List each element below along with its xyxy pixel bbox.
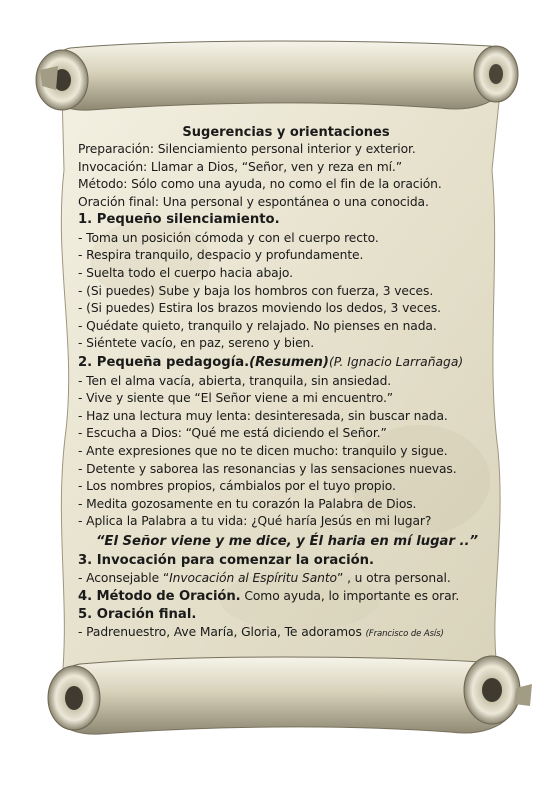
- list-item: - Detente y saborea las resonancias y las sensaciones nuevas.: [78, 461, 457, 476]
- list-item: - Escucha a Dios: “Qué me está diciendo el Señor.”: [78, 426, 387, 441]
- section-4-text: Como ayuda, lo importante es orar.: [240, 588, 460, 603]
- section-3-heading: 3. Invocación para comenzar la oración.: [78, 552, 375, 568]
- section-2-heading-italic: (Resumen): [249, 355, 329, 371]
- section-3-suffix: ” , u otra personal.: [336, 571, 451, 586]
- section-5-credit: (Francisco de Asís): [365, 629, 444, 640]
- list-item: - Haz una lectura muy lenta: desinteresada, sin buscar nada.: [78, 408, 448, 423]
- section-5-text: - Padrenuestro, Ave María, Gloria, Te adoramos: [78, 625, 366, 640]
- section-2-heading-text: 2. Pequeña pedagogía.: [78, 355, 250, 371]
- list-item: - Ten el alma vacía, abierta, tranquila, sin ansiedad.: [78, 373, 392, 388]
- section-2-author: (P. Ignacio Larrañaga): [328, 355, 464, 370]
- list-item: - Quédate quieto, tranquilo y relajado. No pienses en nada.: [78, 318, 437, 333]
- list-item: - Aplica la Palabra a tu vida: ¿Qué haría Jesús en mi lugar?: [78, 514, 432, 529]
- intro-line: Preparación: Silenciamiento personal interior y exterior.: [78, 142, 416, 156]
- scroll-text: [78, 124, 488, 644]
- list-item: - (Si puedes) Sube y baja los hombros con fuerza, 3 veces.: [78, 283, 434, 298]
- list-item: - Toma un posición cómoda y con el cuerpo recto.: [78, 230, 379, 245]
- section-3-prefix: - Aconsejable “: [78, 571, 170, 586]
- section-3-italic: Invocación al Espíritu Santo: [169, 571, 337, 586]
- section-3-line: [78, 570, 488, 588]
- list-item: - Respira tranquilo, despacio y profundamente.: [78, 248, 364, 263]
- list-item: - Siéntete vacío, en paz, sereno y bien.: [78, 336, 315, 351]
- list-item: - Los nombres propios, cámbialos por el tuyo propio.: [78, 479, 396, 494]
- section-4-line: [78, 588, 488, 606]
- section-4-heading: 4. Método de Oración.: [78, 588, 241, 604]
- intro-line: Invocación: Llamar a Dios, “Señor, ven y reza en mí.”: [78, 159, 402, 174]
- list-item: - Ante expresiones que no te dicen mucho: tranquilo y sigue.: [78, 443, 448, 458]
- section-5-heading: 5. Oración final.: [78, 606, 197, 622]
- top-roll: [36, 41, 518, 110]
- intro-line: Oración final: Una personal y espontánea o una conocida.: [78, 194, 429, 209]
- intro-line: Método: Sólo como una ayuda, no como el fin de la oración.: [78, 177, 442, 192]
- page-title: Sugerencias y orientaciones: [182, 125, 390, 140]
- section-2-quote: “El Señor viene y me dice, y Él haria en mí lugar ..”: [95, 533, 479, 549]
- list-item: - Vive y siente que “El Señor viene a mi encuentro.”: [78, 391, 394, 406]
- list-item: - Suelta todo el cuerpo hacia abajo.: [78, 266, 293, 281]
- bottom-roll: [48, 656, 532, 734]
- section-2-heading: [78, 353, 488, 373]
- list-item: - Medita gozosamente en tu corazón la Palabra de Dios.: [78, 496, 417, 511]
- section-5-line: [78, 624, 488, 644]
- list-item: - (Si puedes) Estira los brazos moviendo los dedos, 3 veces.: [78, 301, 441, 316]
- section-1-heading: 1. Pequeño silenciamiento.: [78, 212, 280, 228]
